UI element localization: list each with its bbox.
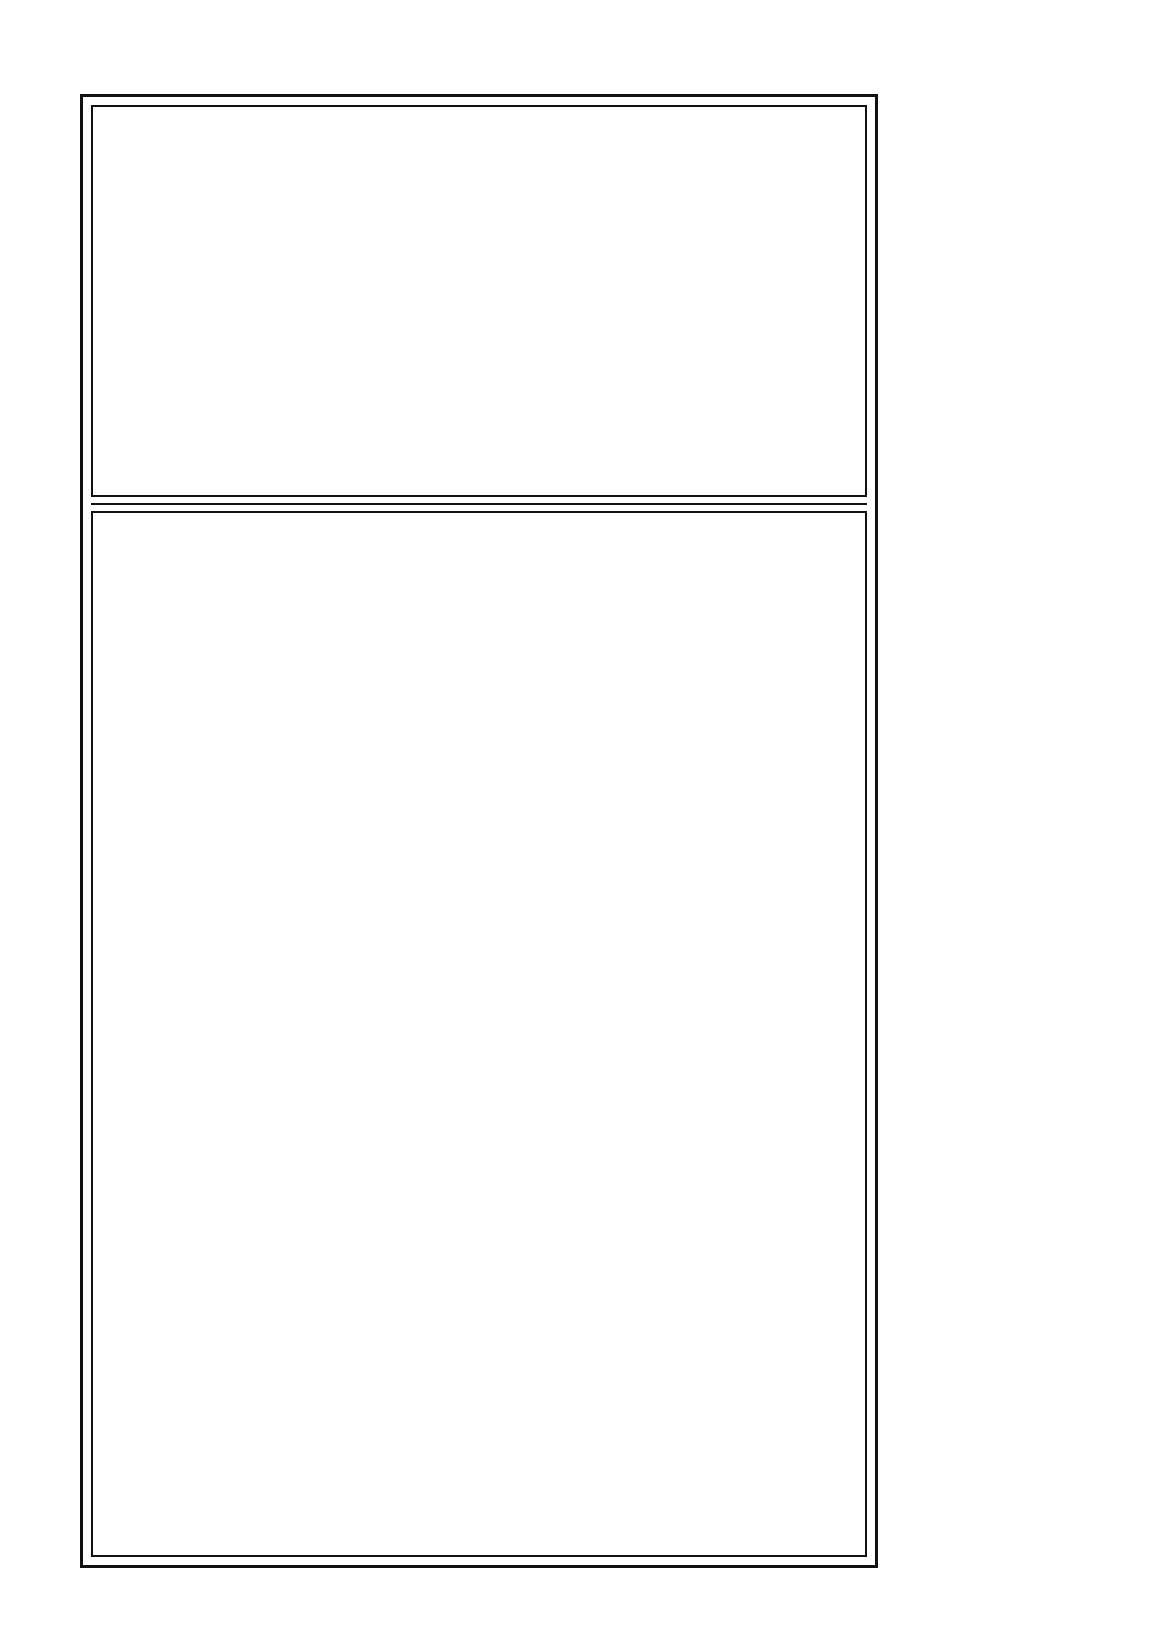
page-header — [0, 40, 1158, 90]
hadith-text-box — [91, 105, 867, 497]
commentary-box — [91, 511, 867, 1557]
section-divider — [91, 503, 867, 505]
page-frame — [80, 94, 878, 1568]
